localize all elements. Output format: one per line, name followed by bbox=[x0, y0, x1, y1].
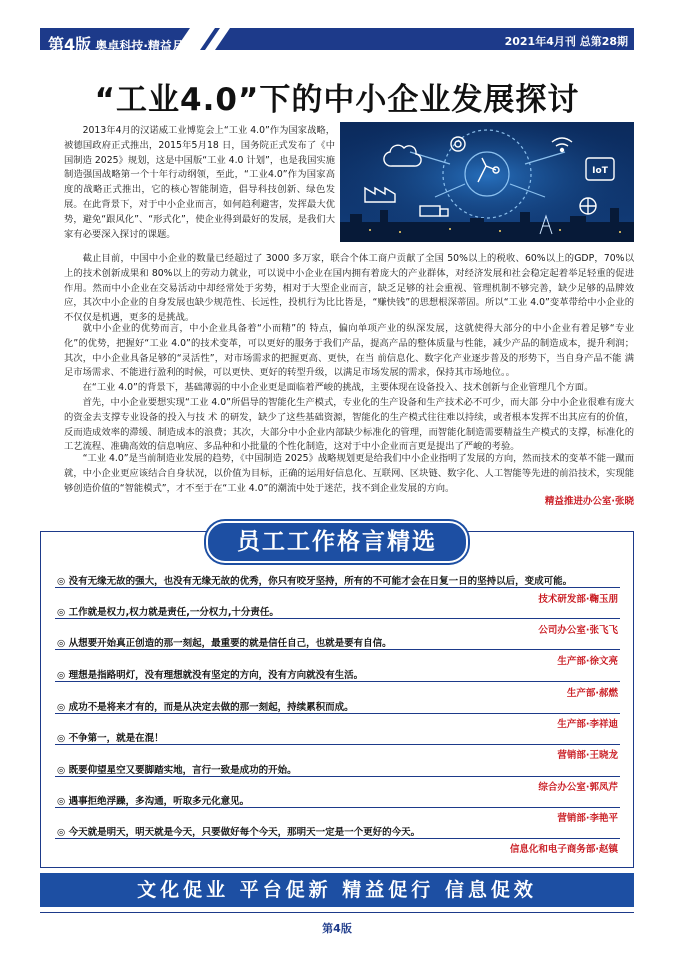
footer-divider bbox=[40, 912, 634, 913]
article-paragraph-4: 在“工业 4.0”的背景下，基础薄弱的中小企业更是面临着严峻的挑战，主要体现在设备投入、技术创新与企业管理几个方面。 bbox=[82, 382, 594, 393]
article-signature: 精益推进办公室·张晓 bbox=[544, 496, 634, 507]
edition-label: 第4版 bbox=[48, 35, 92, 54]
motto-item bbox=[55, 603, 620, 619]
issue-info: 2021年4月刊 总第28期 bbox=[504, 35, 628, 48]
motto-author: 公司办公室·张飞飞 bbox=[538, 625, 618, 636]
motto-author: 技术研发部·鞠玉朋 bbox=[538, 594, 618, 605]
article-paragraph-5: 首先，中小企业要想实现“工业 4.0”所倡导的智能化生产模式，专业化的生产设备和生产技术必不可少，而大部 分中小企业很难有庞大的资金去支撑专业设备的投入与技 术 的研发，缺少了这些基础资源，智能化的生产模式往往难以持续，或者根本发挥不出其应有的价值，反而造成效率的滞缓、制造成本的浪费；其次，大部分中小企业内部缺少标准化的管理，而智能化制造需要精益生产模式的支撑，标准化的工艺流程、准确高效的信息响应、多品种和小批量的个性化制造，这对于中小企业而言更是提出了严峻的考验。 bbox=[64, 397, 634, 453]
article-paragraph-2: 截止目前，中国中小企业的数量已经超过了 3000 多万家，联合个体工商户贡献了全国 50%以上的税收、60%以上的GDP，70%以上的技术创新成果和 80%以上的劳动力就业，可以说中小企业在国内拥有着庞大的产业群体，对经济发展和社会稳定起着举足轻重的促进作用。然而中小企业在交易活动中却经常处于劣势，相对于大型企业而言，缺乏足够的社会重视、管理机制不够完善，缺少足够的品牌效应，其次中小企业的自身发展也缺少规范性、长远性，投机行为比比皆是，“赚快钱”的思想根深蒂固。所以“工业 4.0”变革带给中小企业的不仅仅是机遇，更多的是挑战。 bbox=[64, 253, 634, 324]
motto-item bbox=[55, 634, 620, 650]
motto-text: ◎ 工作就是权力,权力就是责任,一分权力,十分责任。 bbox=[57, 607, 279, 618]
motto-item bbox=[55, 698, 620, 714]
article-paragraph-3: 就中小企业的优势而言，中小企业具备着“小而精”的 特点，偏向单项产业的纵深发展，这就使得大部分的中小企业有着足够“专业化”的优势，把握好“工业 4.0”的技术变革，可以更好的服务于我们产品，提高产品的整体质量与性能，减少产品的制造成本，提升利润；其次，中小企业具备足够的“灵活性”，对市场需求的把握更高、更快，在当 前信息化、数字化产业逐步普及的形势下，当自身产品不能 满足市场需求、不能进行盈利的时候，可以更快、更好的转型升级，以满足市场发展的需求，保持其市场地位。。 bbox=[64, 323, 634, 379]
motto-text: ◎ 今天就是明天，明天就是今天，只要做好每个今天，那明天一定是一个更好的今天。 bbox=[57, 827, 421, 838]
motto-text: ◎ 成功不是将来才有的，而是从决定去做的那一刻起，持续累积而成。 bbox=[57, 702, 354, 713]
motto-item bbox=[55, 823, 620, 839]
motto-item bbox=[55, 729, 620, 745]
page-header bbox=[40, 28, 634, 54]
motto-text: ◎ 遇事拒绝浮躁，多沟通，听取多元化意见。 bbox=[57, 796, 250, 807]
motto-text: ◎ 没有无缘无故的强大，也没有无缘无故的优秀，你只有咬牙坚持，所有的不可能才会在日复一日的坚持以后，变成可能。 bbox=[57, 576, 573, 587]
motto-text: ◎ 不争第一，就是在混！ bbox=[57, 733, 164, 744]
motto-text: ◎ 理想是指路明灯，没有理想就没有坚定的方向，没有方向就没有生活。 bbox=[57, 670, 364, 681]
motto-author: 综合办公室·郭凤芹 bbox=[538, 782, 618, 793]
footer-slogan: 文化促业 平台促新 精益促行 信息促效 bbox=[40, 873, 634, 907]
motto-item bbox=[55, 572, 620, 588]
motto-section-title: 员工工作格言精选 bbox=[206, 521, 468, 563]
motto-author: 生产部·郝燃 bbox=[566, 688, 618, 699]
motto-author: 生产部·徐文亮 bbox=[557, 656, 618, 667]
motto-author: 生产部·李祥迪 bbox=[557, 719, 618, 730]
motto-item bbox=[55, 666, 620, 682]
iot-image-label: IoT bbox=[592, 166, 608, 176]
motto-author: 营销部·王晓龙 bbox=[557, 750, 618, 761]
publication-name: 奥卓科技·精益月刊 bbox=[95, 39, 196, 53]
article-title: “工业4.0”下的中小企业发展探讨 bbox=[94, 82, 580, 118]
header-edition bbox=[48, 32, 196, 55]
motto-item bbox=[55, 792, 620, 808]
motto-author: 信息化和电子商务部·赵镇 bbox=[509, 844, 618, 855]
article-paragraph-1: 2013年4月的汉诺威工业博览会上“工业 4.0”作为国家战略，被德国政府正式推出，2015年5月18 日，国务院正式发布了《中国制造 2025》规划，这是中国版“工业 4.0 计划”，也是我国实施制造强国战略第一个十年行动纲领，至此，“工业4.0”作为国家高度的战略正式推出，它的核心智能制造，倡导科技创新、绿色发展。在此背景下，对于中小企业而言，如何趋利避害，发挥最大优势，避免“跟风化”、“形式化”，使企业得到最好的发展，是我们大家有必要深入探讨的课题。 bbox=[64, 125, 335, 240]
motto-text: ◎ 既要仰望星空又要脚踏实地，言行一致是成功的开始。 bbox=[57, 765, 297, 776]
page-number: 第4版 bbox=[322, 922, 352, 935]
industry-4-image bbox=[340, 122, 634, 242]
motto-author: 营销部·李艳平 bbox=[557, 813, 618, 824]
article-paragraph-6: “工业 4.0”是当前制造业发展的趋势，《中国制造 2025》战略规划更是给我们中小企业指明了发展的方向，然而技术的变革不能一蹴而就，中小企业更应该结合自身状况，以价值为目标，正确的运用好信息化、互联网、区块链、数字化、人工智能等先进的前沿技术，实现能够创造价值的“智能模式”，才不至于在“工业 4.0”的潮流中处于迷茫，找不到企业发展的方向。 bbox=[64, 453, 634, 494]
motto-item bbox=[55, 761, 620, 777]
motto-text: ◎ 从想要开始真正创造的那一刻起，最重要的就是信任自己，也就是要有自信。 bbox=[57, 638, 392, 649]
